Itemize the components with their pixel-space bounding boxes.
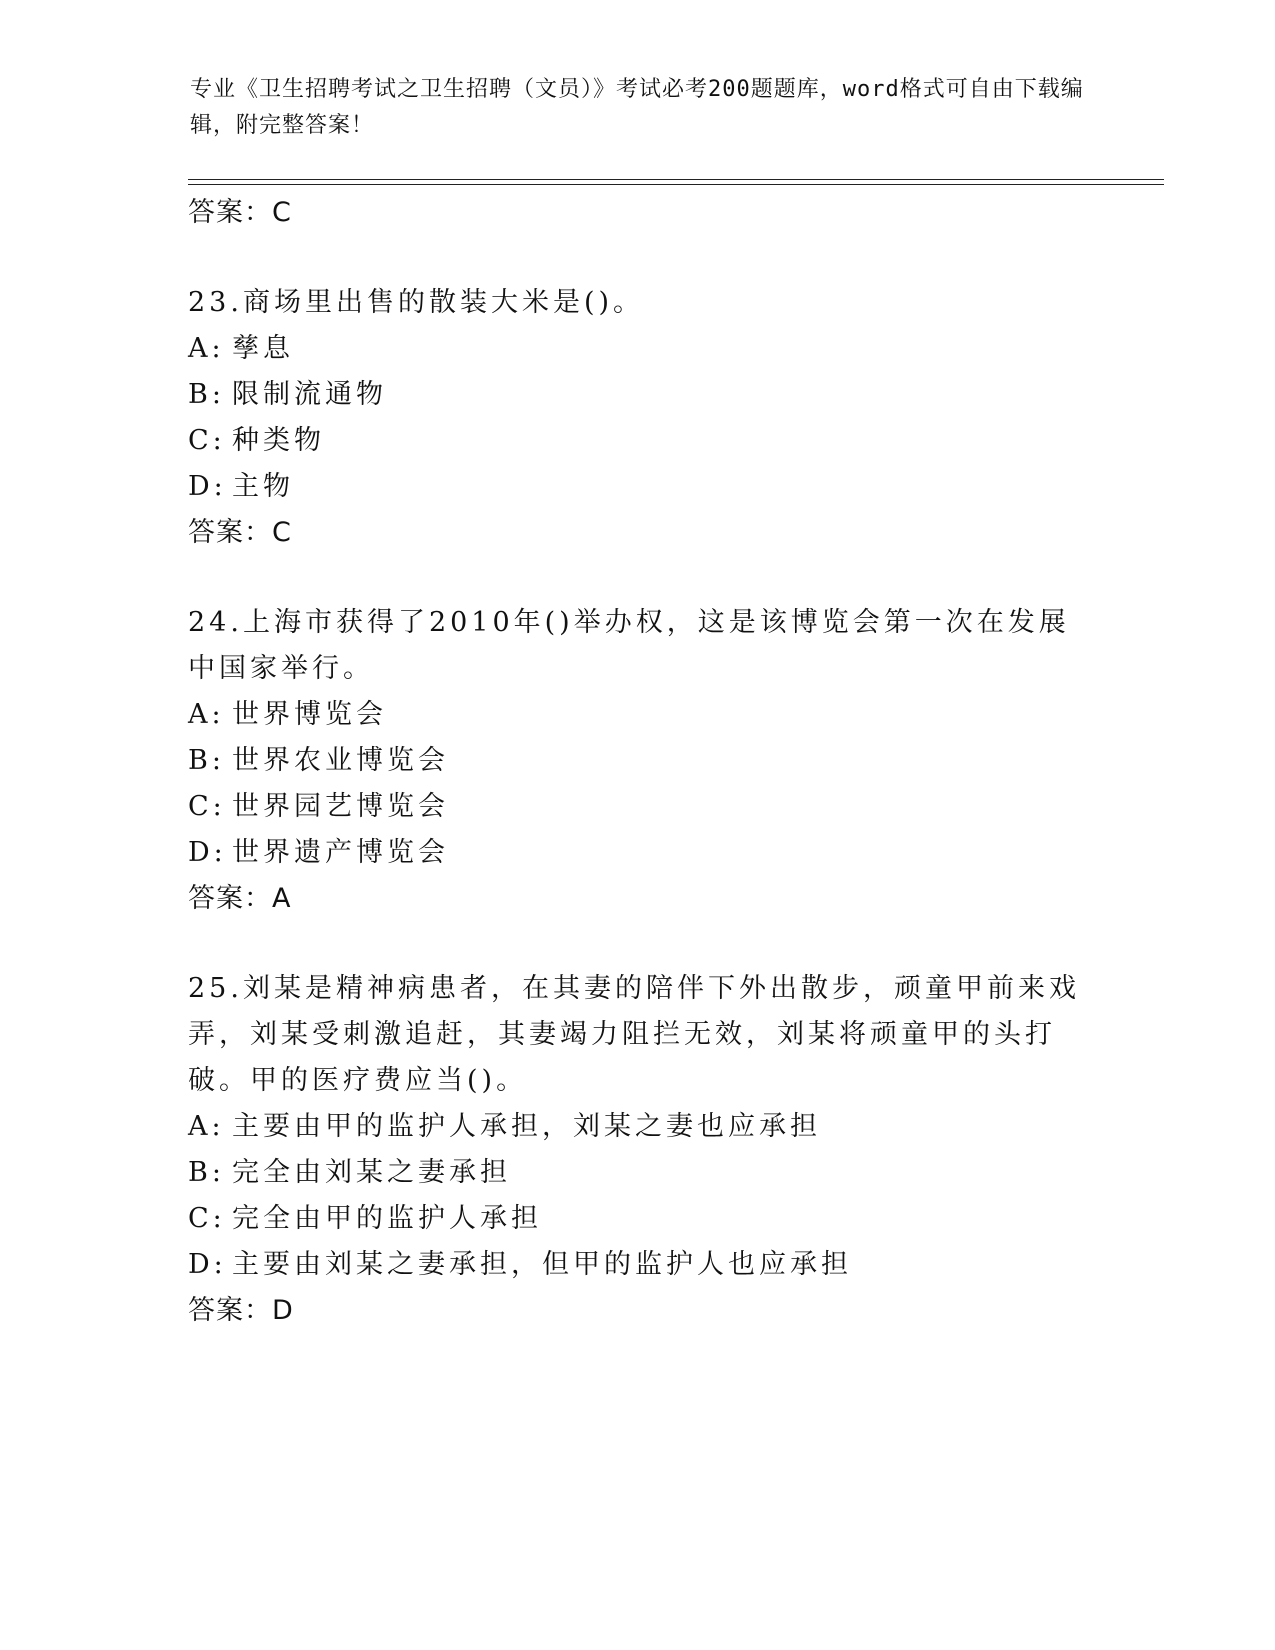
option-a — [188, 326, 1088, 372]
option-text: 主要由甲的监护人承担，刘某之妻也应承担 — [232, 1111, 821, 1142]
option-d — [188, 464, 1088, 510]
option-b — [188, 738, 1088, 784]
question-23 — [188, 280, 1088, 556]
option-text: 世界农业博览会 — [232, 745, 449, 776]
option-key: A: — [188, 333, 225, 364]
option-key: C: — [188, 1203, 226, 1234]
option-c — [188, 418, 1088, 464]
option-key: B: — [188, 745, 225, 776]
question-answer: 答案：A — [188, 883, 292, 914]
option-c — [188, 1196, 1088, 1242]
option-key: A: — [188, 699, 225, 730]
option-text: 完全由甲的监护人承担 — [232, 1203, 542, 1234]
option-a — [188, 692, 1088, 738]
option-text: 完全由刘某之妻承担 — [232, 1157, 511, 1188]
option-c — [188, 784, 1088, 830]
question-24 — [188, 600, 1088, 922]
option-b — [188, 1150, 1088, 1196]
option-text: 种类物 — [232, 425, 325, 456]
option-text: 主物 — [232, 471, 294, 502]
option-key: D: — [188, 1249, 227, 1280]
question-25 — [188, 966, 1088, 1334]
question-list — [188, 190, 1088, 1334]
option-key: A: — [188, 1111, 225, 1142]
option-text: 世界博览会 — [232, 699, 387, 730]
question-stem: 24.上海市获得了2010年()举办权，这是该博览会第一次在发展中国家举行。 — [188, 607, 1070, 684]
option-b — [188, 372, 1088, 418]
option-key: C: — [188, 425, 226, 456]
option-key: B: — [188, 1157, 225, 1188]
option-key: B: — [188, 379, 225, 410]
question-answer: 答案：D — [188, 1295, 294, 1326]
option-text: 限制流通物 — [232, 379, 387, 410]
option-text: 孳息 — [232, 333, 294, 364]
option-a — [188, 1104, 1088, 1150]
header-rule-top — [188, 179, 1164, 180]
question-stem: 25.刘某是精神病患者，在其妻的陪伴下外出散步，顽童甲前来戏弄，刘某受刺激追赶，其妻竭力阻拦无效，刘某将顽童甲的头打破。甲的医疗费应当()。 — [188, 973, 1080, 1096]
question-stem: 23.商场里出售的散装大米是()。 — [188, 287, 645, 318]
option-text: 世界遗产博览会 — [232, 837, 449, 868]
option-d — [188, 1242, 1088, 1288]
option-key: C: — [188, 791, 226, 822]
previous-answer: 答案：C — [188, 197, 292, 228]
question-answer: 答案：C — [188, 517, 292, 548]
option-text: 世界园艺博览会 — [232, 791, 449, 822]
header-rule-bottom — [188, 184, 1164, 185]
option-key: D: — [188, 837, 227, 868]
option-text: 主要由刘某之妻承担，但甲的监护人也应承担 — [232, 1249, 852, 1280]
document-header: 专业《卫生招聘考试之卫生招聘（文员）》考试必考200题题库，word格式可自由下载编辑，附完整答案！ — [190, 77, 1084, 138]
option-key: D: — [188, 471, 227, 502]
option-d — [188, 830, 1088, 876]
